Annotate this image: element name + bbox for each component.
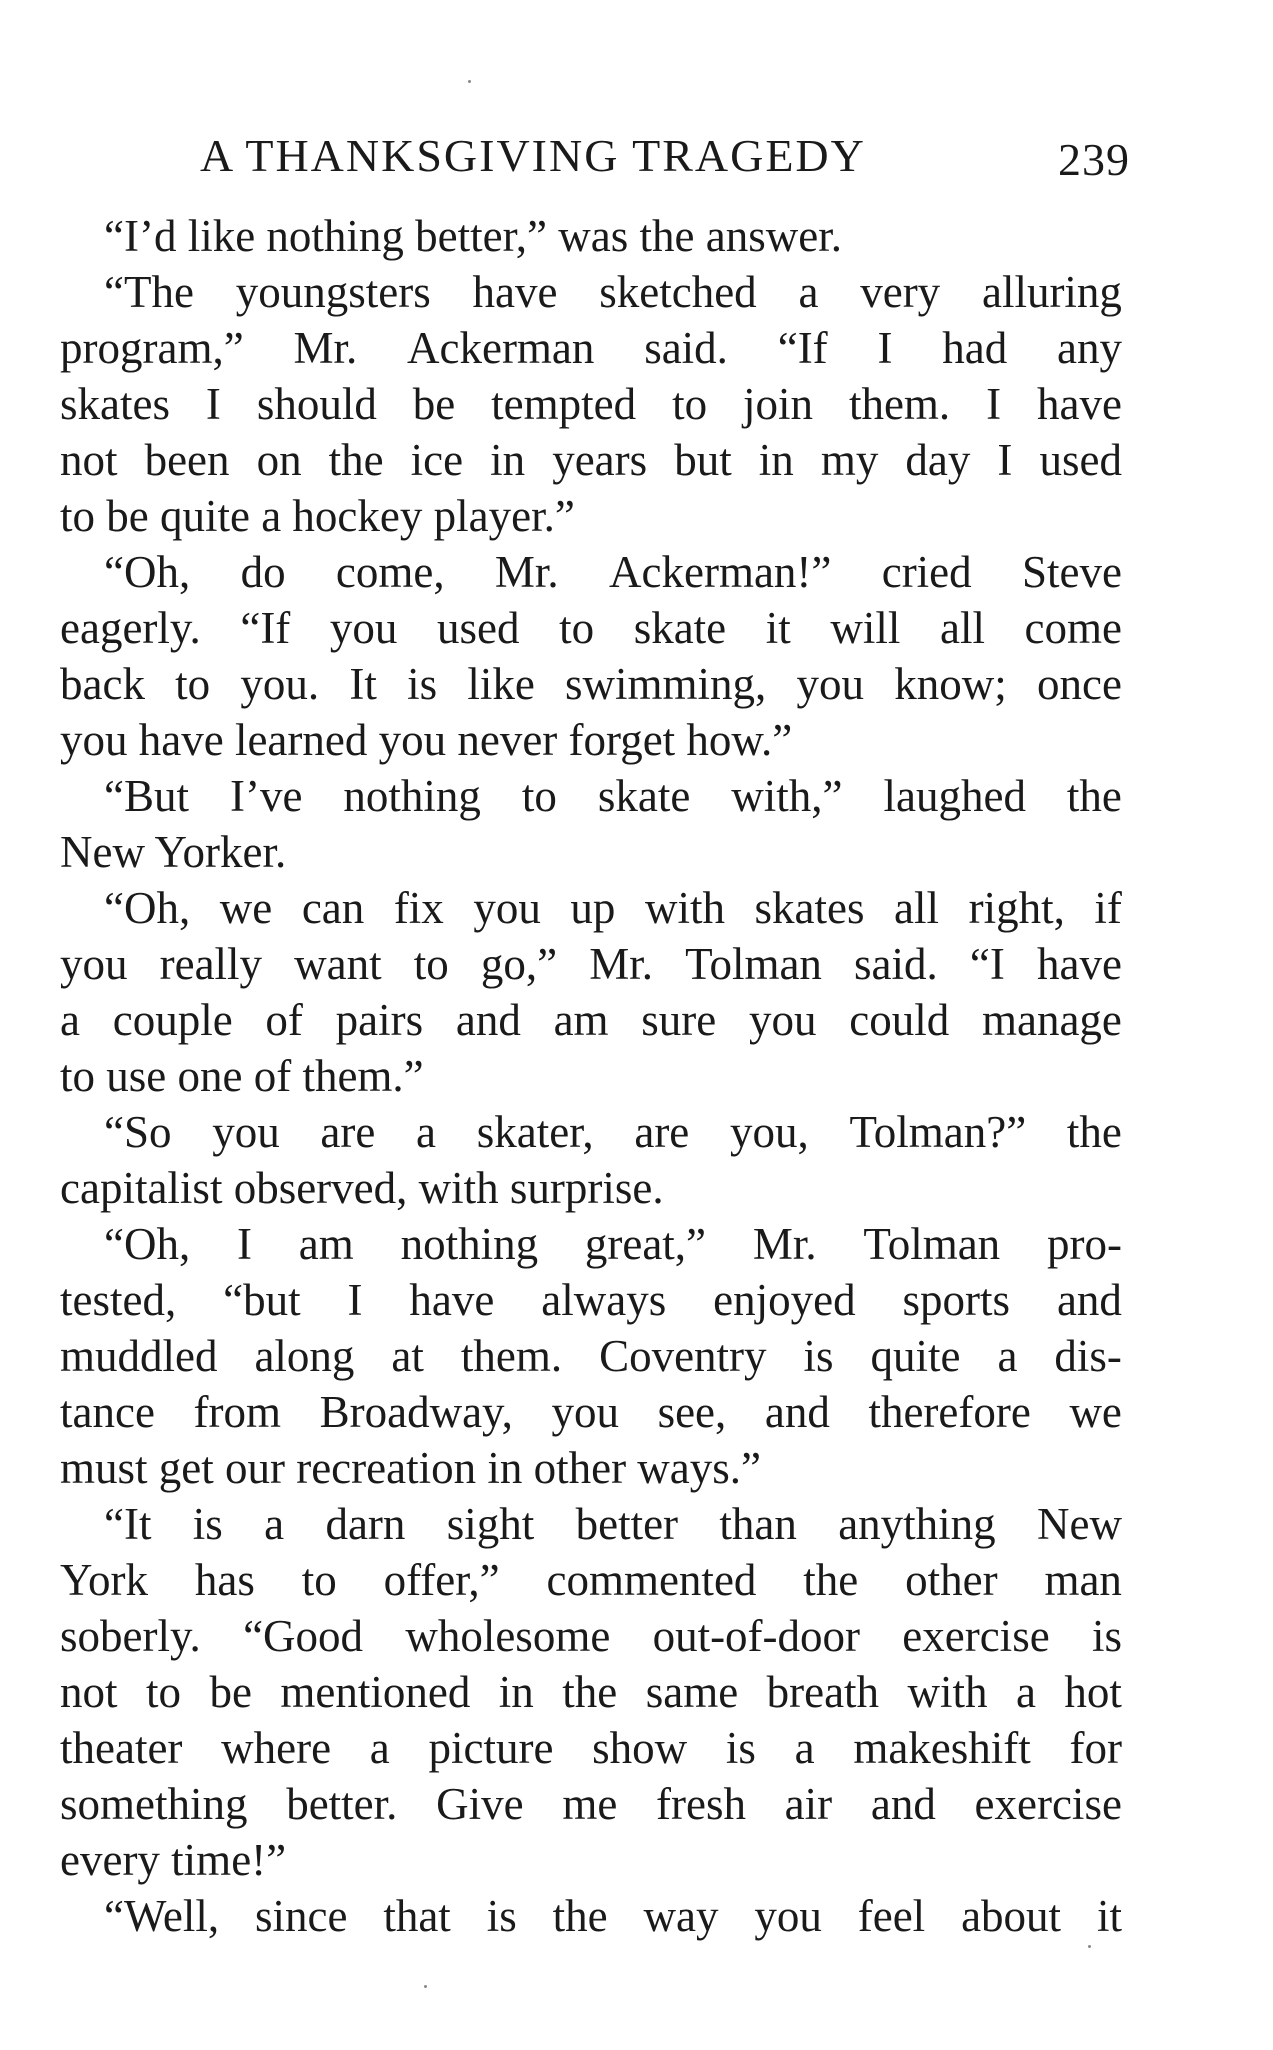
- text-line: soberly. “Good wholesome out-of-door exercise is: [60, 1611, 1122, 1661]
- running-head: [60, 128, 1130, 184]
- paper-speck: [424, 1985, 427, 1988]
- body-text: [60, 208, 1122, 1944]
- text-line: not been on the ice in years but in my day I used: [60, 435, 1122, 485]
- text-line: “Oh, I am nothing great,” Mr. Tolman pro-: [104, 1219, 1122, 1269]
- page-number: 239: [1058, 134, 1130, 185]
- text-line: capitalist observed, with surprise.: [60, 1163, 664, 1213]
- text-line: something better. Give me fresh air and exercise: [60, 1779, 1122, 1829]
- text-line: back to you. It is like swimming, you know; once: [60, 659, 1122, 709]
- text-line: program,” Mr. Ackerman said. “If I had any: [60, 323, 1122, 373]
- text-line: every time!”: [60, 1835, 287, 1885]
- text-line: “So you are a skater, are you, Tolman?” the: [104, 1107, 1122, 1157]
- text-line: “Oh, do come, Mr. Ackerman!” cried Steve: [104, 547, 1122, 597]
- text-line: “Oh, we can fix you up with skates all right, if: [104, 883, 1122, 933]
- text-line: must get our recreation in other ways.”: [60, 1443, 762, 1493]
- text-line: a couple of pairs and am sure you could manage: [60, 995, 1122, 1045]
- text-line: muddled along at them. Coventry is quite a dis-: [60, 1331, 1122, 1381]
- text-line: tance from Broadway, you see, and therefore we: [60, 1387, 1122, 1437]
- text-line: eagerly. “If you used to skate it will all come: [60, 603, 1122, 653]
- text-line: York has to offer,” commented the other man: [60, 1555, 1122, 1605]
- paper-speck: [1088, 1945, 1091, 1948]
- text-line: to use one of them.”: [60, 1051, 424, 1101]
- text-line: theater where a picture show is a makeshift for: [60, 1723, 1122, 1773]
- paper-speck: [468, 80, 471, 83]
- text-line: not to be mentioned in the same breath with a hot: [60, 1667, 1122, 1717]
- text-line: “Well, since that is the way you feel about it: [104, 1891, 1122, 1941]
- text-line: skates I should be tempted to join them. I have: [60, 379, 1122, 429]
- text-line: “The youngsters have sketched a very alluring: [104, 267, 1122, 317]
- text-line: you really want to go,” Mr. Tolman said. “I have: [60, 939, 1122, 989]
- text-line: you have learned you never forget how.”: [60, 715, 793, 765]
- text-line: New Yorker.: [60, 827, 287, 877]
- text-line: “But I’ve nothing to skate with,” laughed the: [104, 771, 1122, 821]
- running-title: A THANKSGIVING TRAGEDY: [200, 130, 866, 181]
- text-line: to be quite a hockey player.”: [60, 491, 575, 541]
- text-line: tested, “but I have always enjoyed sports and: [60, 1275, 1122, 1325]
- text-line: “I’d like nothing better,” was the answer.: [104, 211, 842, 261]
- text-line: “It is a darn sight better than anything New: [104, 1499, 1122, 1549]
